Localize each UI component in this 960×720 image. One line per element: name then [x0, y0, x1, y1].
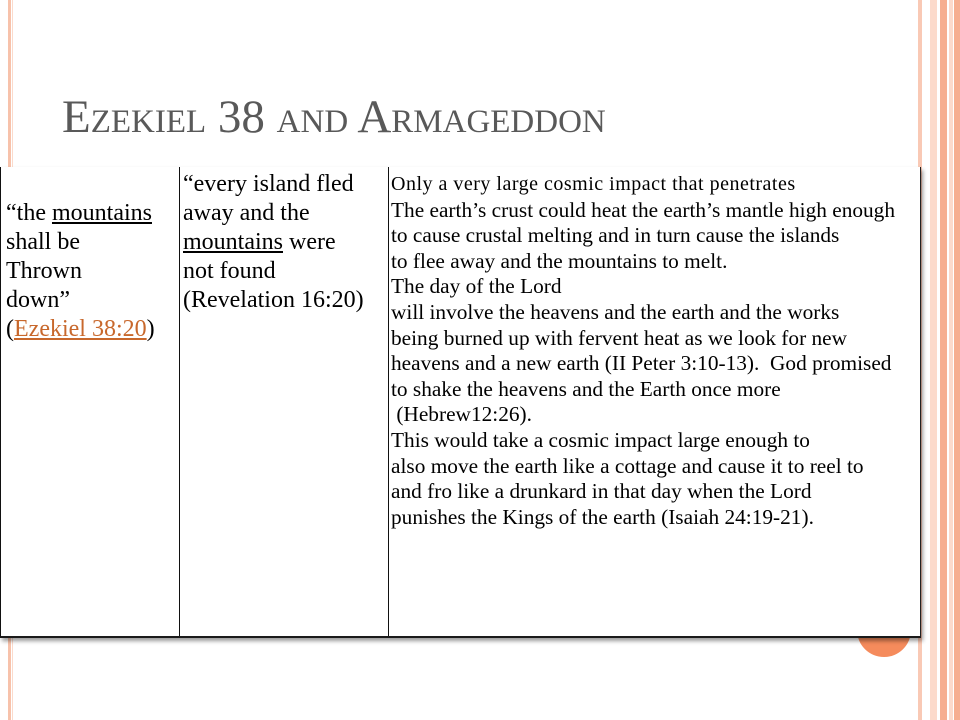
text-line: (Revelation 16:20) [183, 287, 364, 313]
table-cell-ezekiel-quote [1, 167, 179, 636]
text-line: not found [183, 258, 276, 284]
text-line: being burned up with fervent heat as we look for new [391, 325, 848, 350]
ezekiel-38-20-link[interactable]: Ezekiel 38:20 [14, 316, 147, 342]
right-accent-stripe [954, 0, 960, 720]
text-line: punishes the Kings of the earth (Isaiah 24:19-21). [391, 504, 814, 529]
text-segment: ( [6, 316, 14, 342]
text-line: to shake the heavens and the Earth once more [391, 376, 781, 401]
text-line: shall be [6, 229, 80, 255]
text-line: down” [6, 287, 70, 313]
text-line: Thrown [6, 258, 82, 284]
right-accent-stripe [940, 0, 947, 720]
text-line: “every island fled [183, 171, 354, 197]
table-cell-commentary [388, 167, 920, 636]
right-accent-stripe [949, 0, 953, 720]
text-line: away and the [183, 200, 310, 226]
text-line: to cause crustal melting and in turn cause the islands [391, 223, 840, 248]
underlined-word: mountains [51, 200, 152, 226]
text-segment: “the [6, 200, 52, 226]
text-segment: were [283, 229, 336, 255]
text-line [183, 228, 388, 257]
text-line: and fro like a drunkard in that day when the Lord [391, 479, 812, 504]
text-line [6, 315, 179, 344]
text-line: also move the earth like a cottage and cause it to reel to [391, 453, 864, 478]
text-line: heavens and a new earth (II Peter 3:10-13). God promised [391, 351, 892, 376]
content-table [0, 167, 921, 638]
text-line: The earth’s crust could heat the earth’s mantle high enough [391, 197, 896, 222]
text-line [6, 199, 179, 228]
text-line: Only a very large cosmic impact that penetrates [391, 173, 796, 195]
text-line: (Hebrew12:26). [391, 402, 532, 427]
slide-title: Ezekiel 38 and Armageddon [62, 91, 606, 143]
underlined-word: mountains [183, 229, 283, 255]
text-line: to flee away and the mountains to melt. [391, 248, 728, 273]
text-segment: ) [146, 316, 155, 342]
text-line: The day of the Lord [391, 274, 562, 299]
table-cell-revelation-quote [179, 167, 388, 636]
right-accent-stripe [930, 0, 937, 720]
text-line: This would take a cosmic impact large enough to [391, 427, 810, 452]
text-line: will involve the heavens and the earth and the works [391, 299, 840, 324]
